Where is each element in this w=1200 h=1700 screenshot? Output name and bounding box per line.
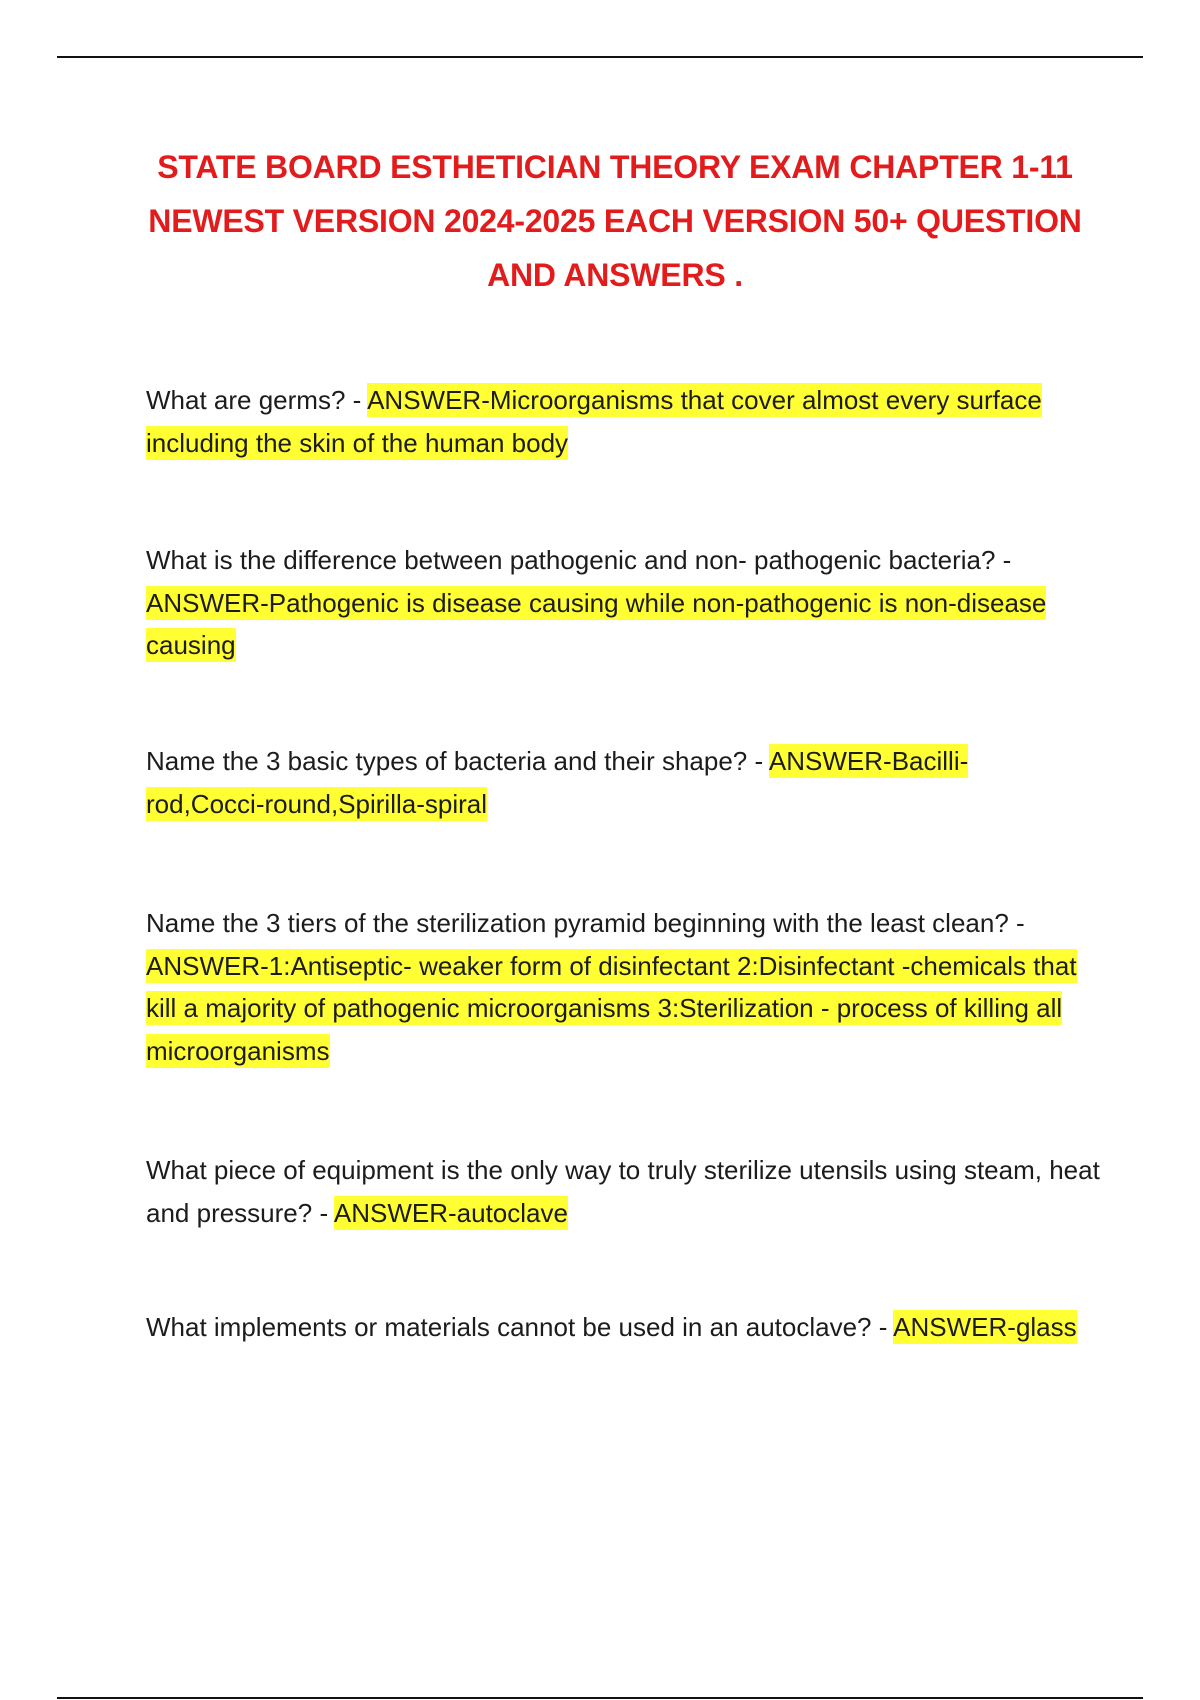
qa-item-2 — [146, 539, 1106, 667]
qa-item-4 — [146, 902, 1086, 1072]
question-text: Name the 3 basic types of bacteria and their shape? - — [146, 746, 769, 776]
question-text: What implements or materials cannot be used in an autoclave? - — [146, 1312, 894, 1342]
answer-highlight: ANSWER-Bacilli-rod,Cocci-round,Spirilla-spiral — [146, 746, 969, 819]
question-text: What are germs? - — [146, 385, 368, 415]
answer-highlight: ANSWER-Pathogenic is disease causing while non-pathogenic is non-disease causing — [146, 587, 1047, 660]
document-title: STATE BOARD ESTHETICIAN THEORY EXAM CHAPTER 1-11 NEWEST VERSION 2024-2025 EACH VERSION 50+ QUESTION AND ANSWERS . — [148, 149, 1082, 293]
bottom-divider — [57, 1697, 1143, 1699]
answer-highlight: ANSWER-Microorganisms that cover almost every surface including the skin of the human body — [146, 385, 1042, 458]
answer-highlight: ANSWER-glass — [893, 1312, 1077, 1342]
qa-item-3 — [146, 740, 1071, 825]
qa-item-6 — [146, 1306, 1086, 1349]
qa-item-5 — [146, 1149, 1106, 1234]
top-divider — [57, 56, 1143, 58]
answer-highlight: ANSWER-autoclave — [333, 1197, 568, 1228]
question-text: Name the 3 tiers of the sterilization pyramid beginning with the least clean? - — [146, 908, 1025, 938]
answer-highlight: ANSWER-1:Antiseptic- weaker form of disinfectant 2:Disinfectant -chemicals that kill a majority of pathogenic microorganisms 3:Sterilization - process of killing all microorganisms — [146, 950, 1077, 1066]
question-text: What is the difference between pathogenic and non- pathogenic bacteria? - — [146, 545, 1012, 575]
qa-item-1 — [146, 379, 1086, 464]
question-text: What piece of equipment is the only way to truly sterilize utensils using steam, heat and pressure? - — [146, 1155, 1100, 1228]
